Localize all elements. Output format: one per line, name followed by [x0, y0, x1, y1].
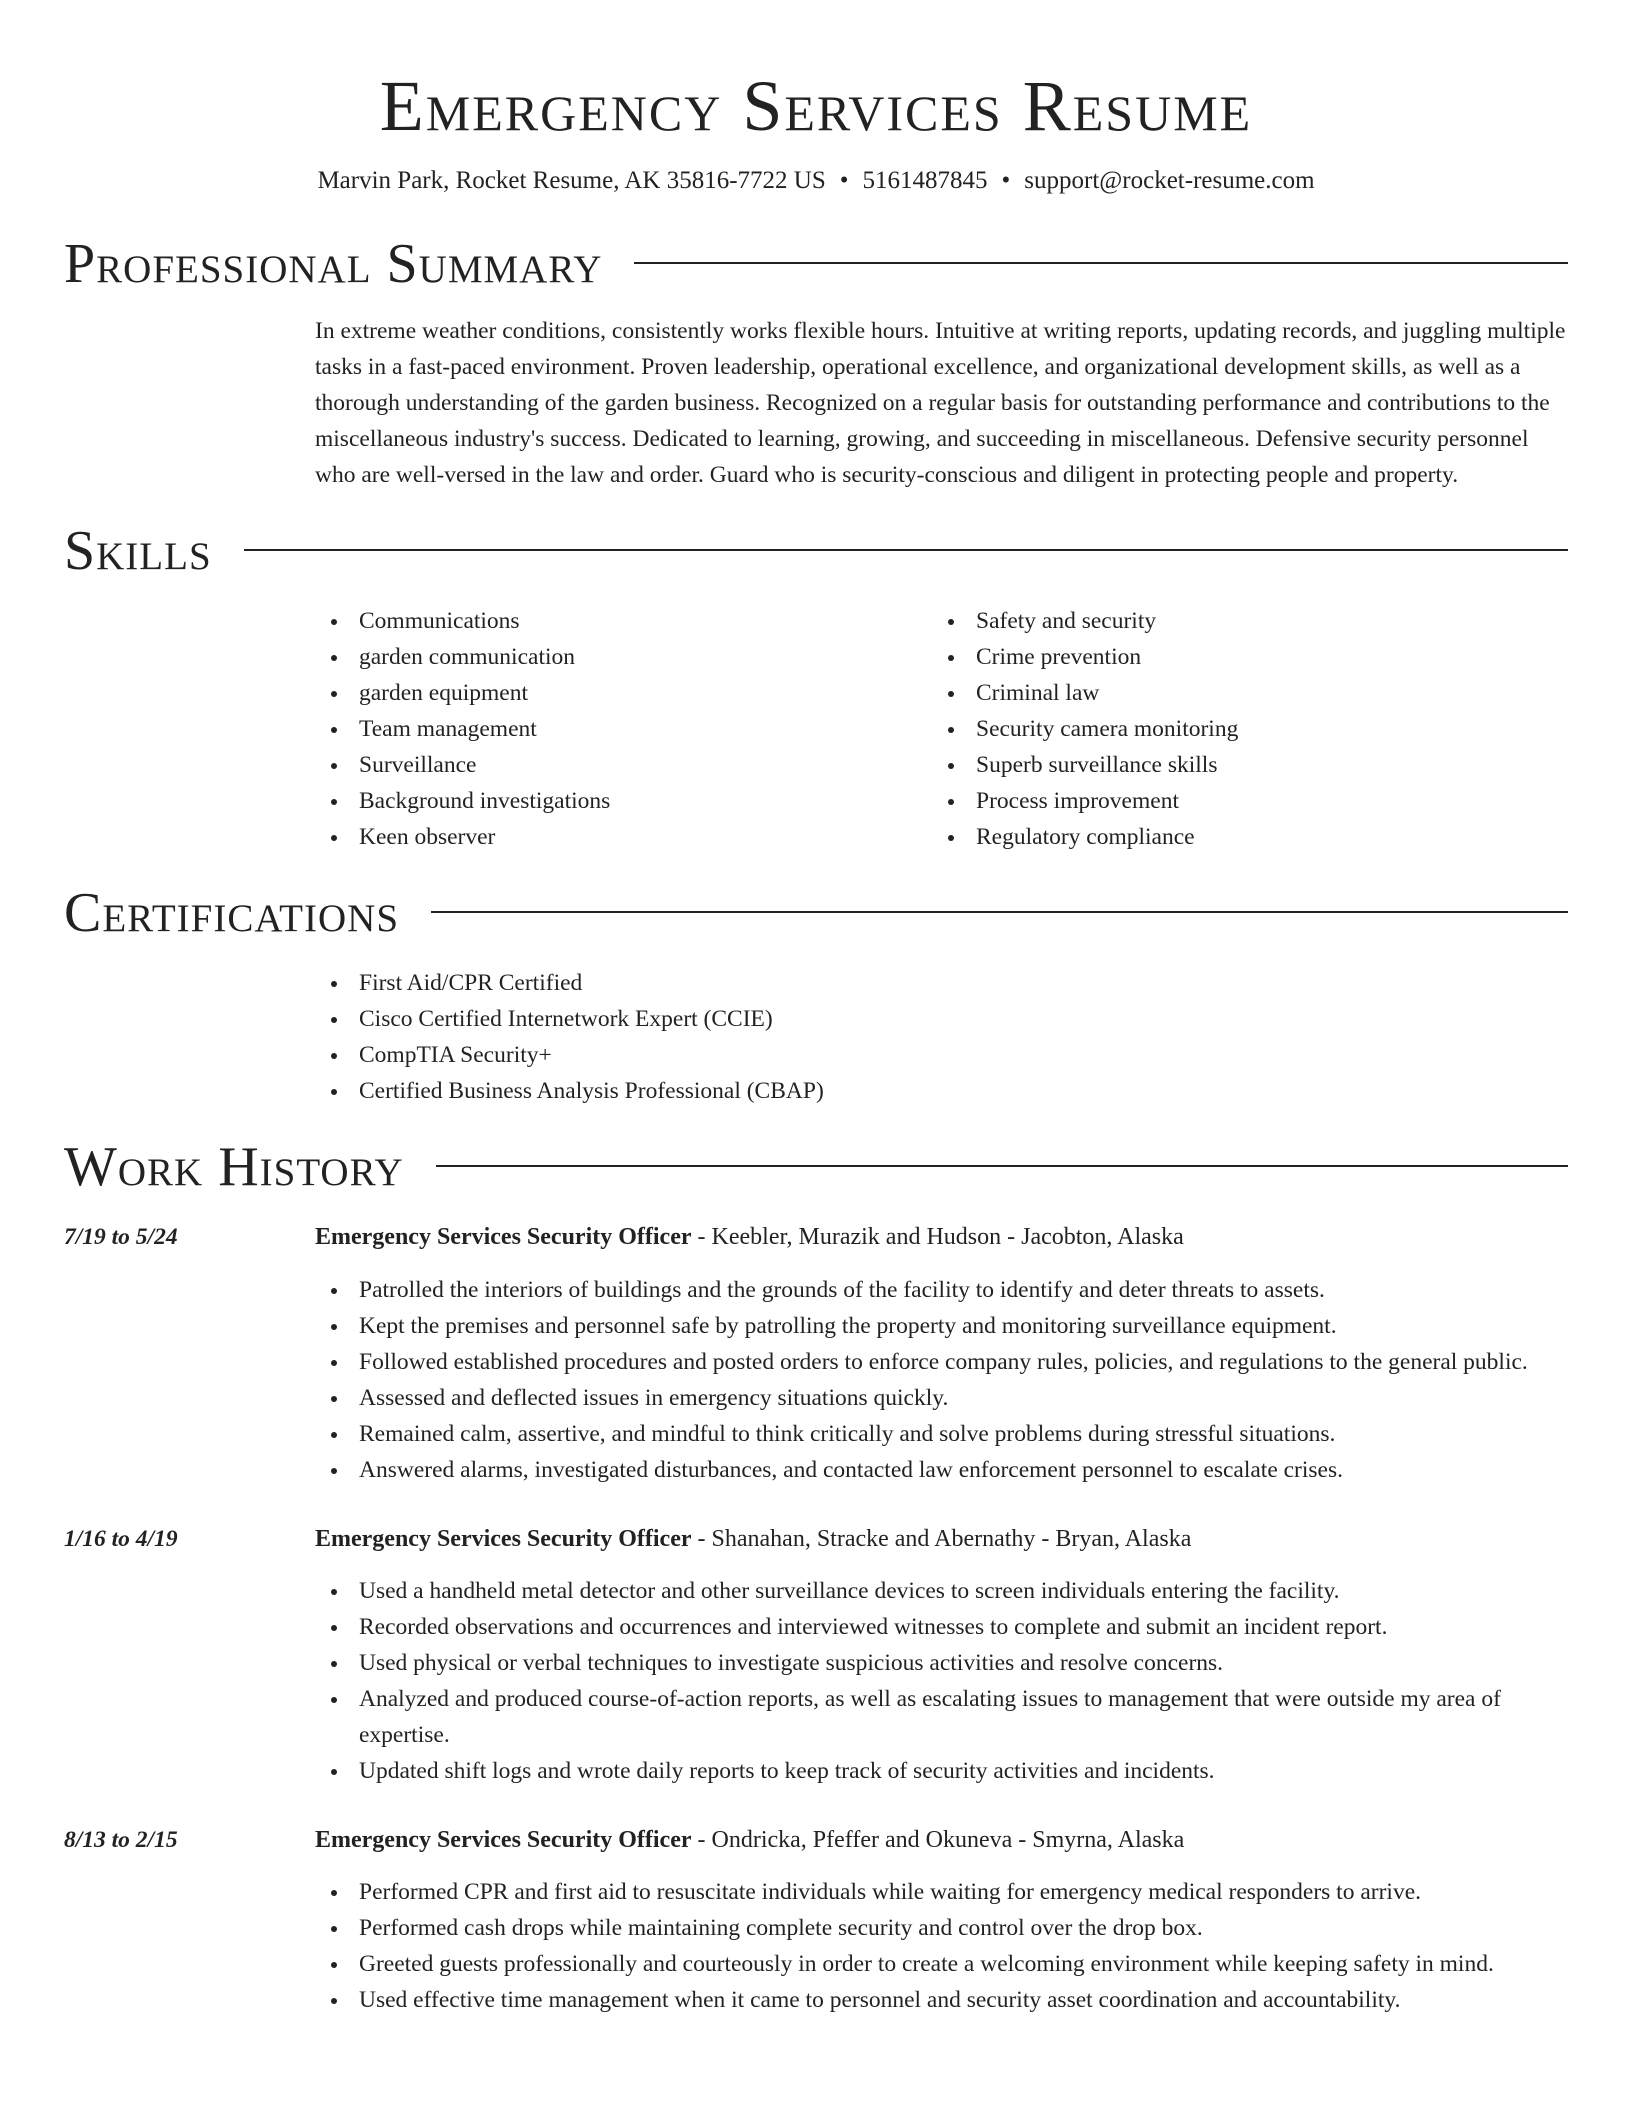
skill-item: Surveillance — [315, 747, 932, 783]
job-title: Emergency Services Security Officer — [315, 1224, 692, 1250]
section-divider — [431, 911, 1568, 913]
job-employer: - Ondricka, Pfeffer and Okuneva - Smyrna, Alaska — [691, 1827, 1185, 1853]
job-entry — [64, 1219, 1568, 1488]
skills-section-header — [64, 519, 1568, 583]
skill-item: Communications — [315, 603, 932, 639]
skill-item: Safety and security — [932, 603, 1549, 639]
skill-item: Team management — [315, 711, 932, 747]
job-duties — [315, 1573, 1568, 1789]
skill-item: garden communication — [315, 639, 932, 675]
job-duty: Used physical or verbal techniques to investigate suspicious activities and resolve concerns. — [315, 1645, 1568, 1681]
job-duty: Assessed and deflected issues in emergency situations quickly. — [315, 1380, 1568, 1416]
summary-heading: Professional Summary — [64, 233, 603, 295]
skills-heading: Skills — [64, 520, 212, 582]
work-section-header — [64, 1135, 1568, 1199]
certification-item: First Aid/CPR Certified — [315, 965, 1568, 1001]
skill-item: Keen observer — [315, 819, 932, 855]
skill-item: Background investigations — [315, 783, 932, 819]
skill-item: Superb surveillance skills — [932, 747, 1549, 783]
contact-phone: 5161487845 — [862, 167, 988, 194]
certification-item: CompTIA Security+ — [315, 1037, 1568, 1073]
section-divider — [244, 549, 1568, 551]
skills-column-left — [315, 603, 932, 855]
contact-line — [64, 166, 1568, 196]
contact-email: support@rocket-resume.com — [1024, 167, 1315, 194]
job-duty: Recorded observations and occurrences and interviewed witnesses to complete and submit an incident report. — [315, 1609, 1568, 1645]
skill-item: Regulatory compliance — [932, 819, 1549, 855]
job-duty: Performed CPR and first aid to resuscitate individuals while waiting for emergency medical responders to arrive. — [315, 1874, 1568, 1910]
job-duty: Updated shift logs and wrote daily reports to keep track of security activities and incidents. — [315, 1753, 1568, 1789]
job-header — [64, 1521, 1568, 1557]
job-duty: Performed cash drops while maintaining complete security and control over the drop box. — [315, 1910, 1568, 1946]
contact-separator: • — [1001, 167, 1011, 194]
work-heading: Work History — [64, 1136, 404, 1198]
certifications-heading: Certifications — [64, 882, 400, 944]
job-header — [64, 1219, 1568, 1255]
job-duty: Greeted guests professionally and courteously in order to create a welcoming environment while keeping safety in mind. — [315, 1946, 1568, 1982]
section-divider — [436, 1165, 1568, 1167]
skills-column-right — [932, 603, 1549, 855]
job-dates: 8/13 to 2/15 — [64, 1827, 178, 1853]
skill-item: Process improvement — [932, 783, 1549, 819]
job-duty: Remained calm, assertive, and mindful to think critically and solve problems during stressful situations. — [315, 1416, 1568, 1452]
contact-separator: • — [839, 167, 849, 194]
job-entry — [64, 1822, 1568, 2018]
job-title-line — [315, 1219, 1184, 1255]
certifications-section-header — [64, 881, 1568, 945]
skill-item: Crime prevention — [932, 639, 1549, 675]
skill-item: Security camera monitoring — [932, 711, 1549, 747]
job-duty: Analyzed and produced course-of-action reports, as well as escalating issues to management that were outside my area of expertise. — [315, 1681, 1568, 1753]
certifications-list — [315, 965, 1568, 1109]
job-duty: Used effective time management when it came to personnel and security asset coordination and accountability. — [315, 1982, 1568, 2018]
job-title: Emergency Services Security Officer — [315, 1526, 692, 1552]
section-divider — [634, 262, 1568, 264]
job-duty: Kept the premises and personnel safe by patrolling the property and monitoring surveillance equipment. — [315, 1308, 1568, 1344]
job-title-line — [315, 1521, 1191, 1557]
contact-address: Marvin Park, Rocket Resume, AK 35816-7722 US — [317, 167, 826, 194]
job-employer: - Keebler, Murazik and Hudson - Jacobton, Alaska — [691, 1224, 1184, 1250]
job-title: Emergency Services Security Officer — [315, 1827, 692, 1853]
summary-text: In extreme weather conditions, consistently works flexible hours. Intuitive at writing reports, updating records, and juggling multiple tasks in a fast-paced environment. Proven leadership, operational excellence, and organizational development skills, as well as a thorough understanding of the garden business. Recognized on a regular basis for outstanding performance and contributions to the miscellaneous industry's success. Dedicated to learning, growing, and succeeding in miscellaneous. Defensive security personnel who are well-versed in the law and order. Guard who is security-conscious and diligent in protecting people and property. — [315, 318, 1566, 488]
resume-title: Emergency Services Resume — [379, 66, 1253, 146]
skill-item: garden equipment — [315, 675, 932, 711]
certification-item: Cisco Certified Internetwork Expert (CCIE) — [315, 1001, 1568, 1037]
job-duties — [315, 1874, 1568, 2018]
job-duties — [315, 1272, 1568, 1488]
job-header — [64, 1822, 1568, 1858]
job-entry — [64, 1521, 1568, 1789]
job-duty: Used a handheld metal detector and other surveillance devices to screen individuals entering the facility. — [315, 1573, 1568, 1609]
job-title-line — [315, 1822, 1184, 1858]
skills-list — [315, 603, 1568, 855]
job-employer: - Shanahan, Stracke and Abernathy - Bryan, Alaska — [691, 1526, 1192, 1552]
skill-item: Criminal law — [932, 675, 1549, 711]
job-duty: Patrolled the interiors of buildings and the grounds of the facility to identify and deter threats to assets. — [315, 1272, 1568, 1308]
job-dates: 7/19 to 5/24 — [64, 1224, 178, 1250]
job-duty: Answered alarms, investigated disturbances, and contacted law enforcement personnel to escalate crises. — [315, 1452, 1568, 1488]
job-duty: Followed established procedures and posted orders to enforce company rules, policies, and regulations to the general public. — [315, 1344, 1568, 1380]
resume-page — [64, 0, 1568, 2018]
certification-item: Certified Business Analysis Professional (CBAP) — [315, 1073, 1568, 1109]
job-dates: 1/16 to 4/19 — [64, 1526, 178, 1552]
summary-section-header — [64, 232, 1568, 296]
